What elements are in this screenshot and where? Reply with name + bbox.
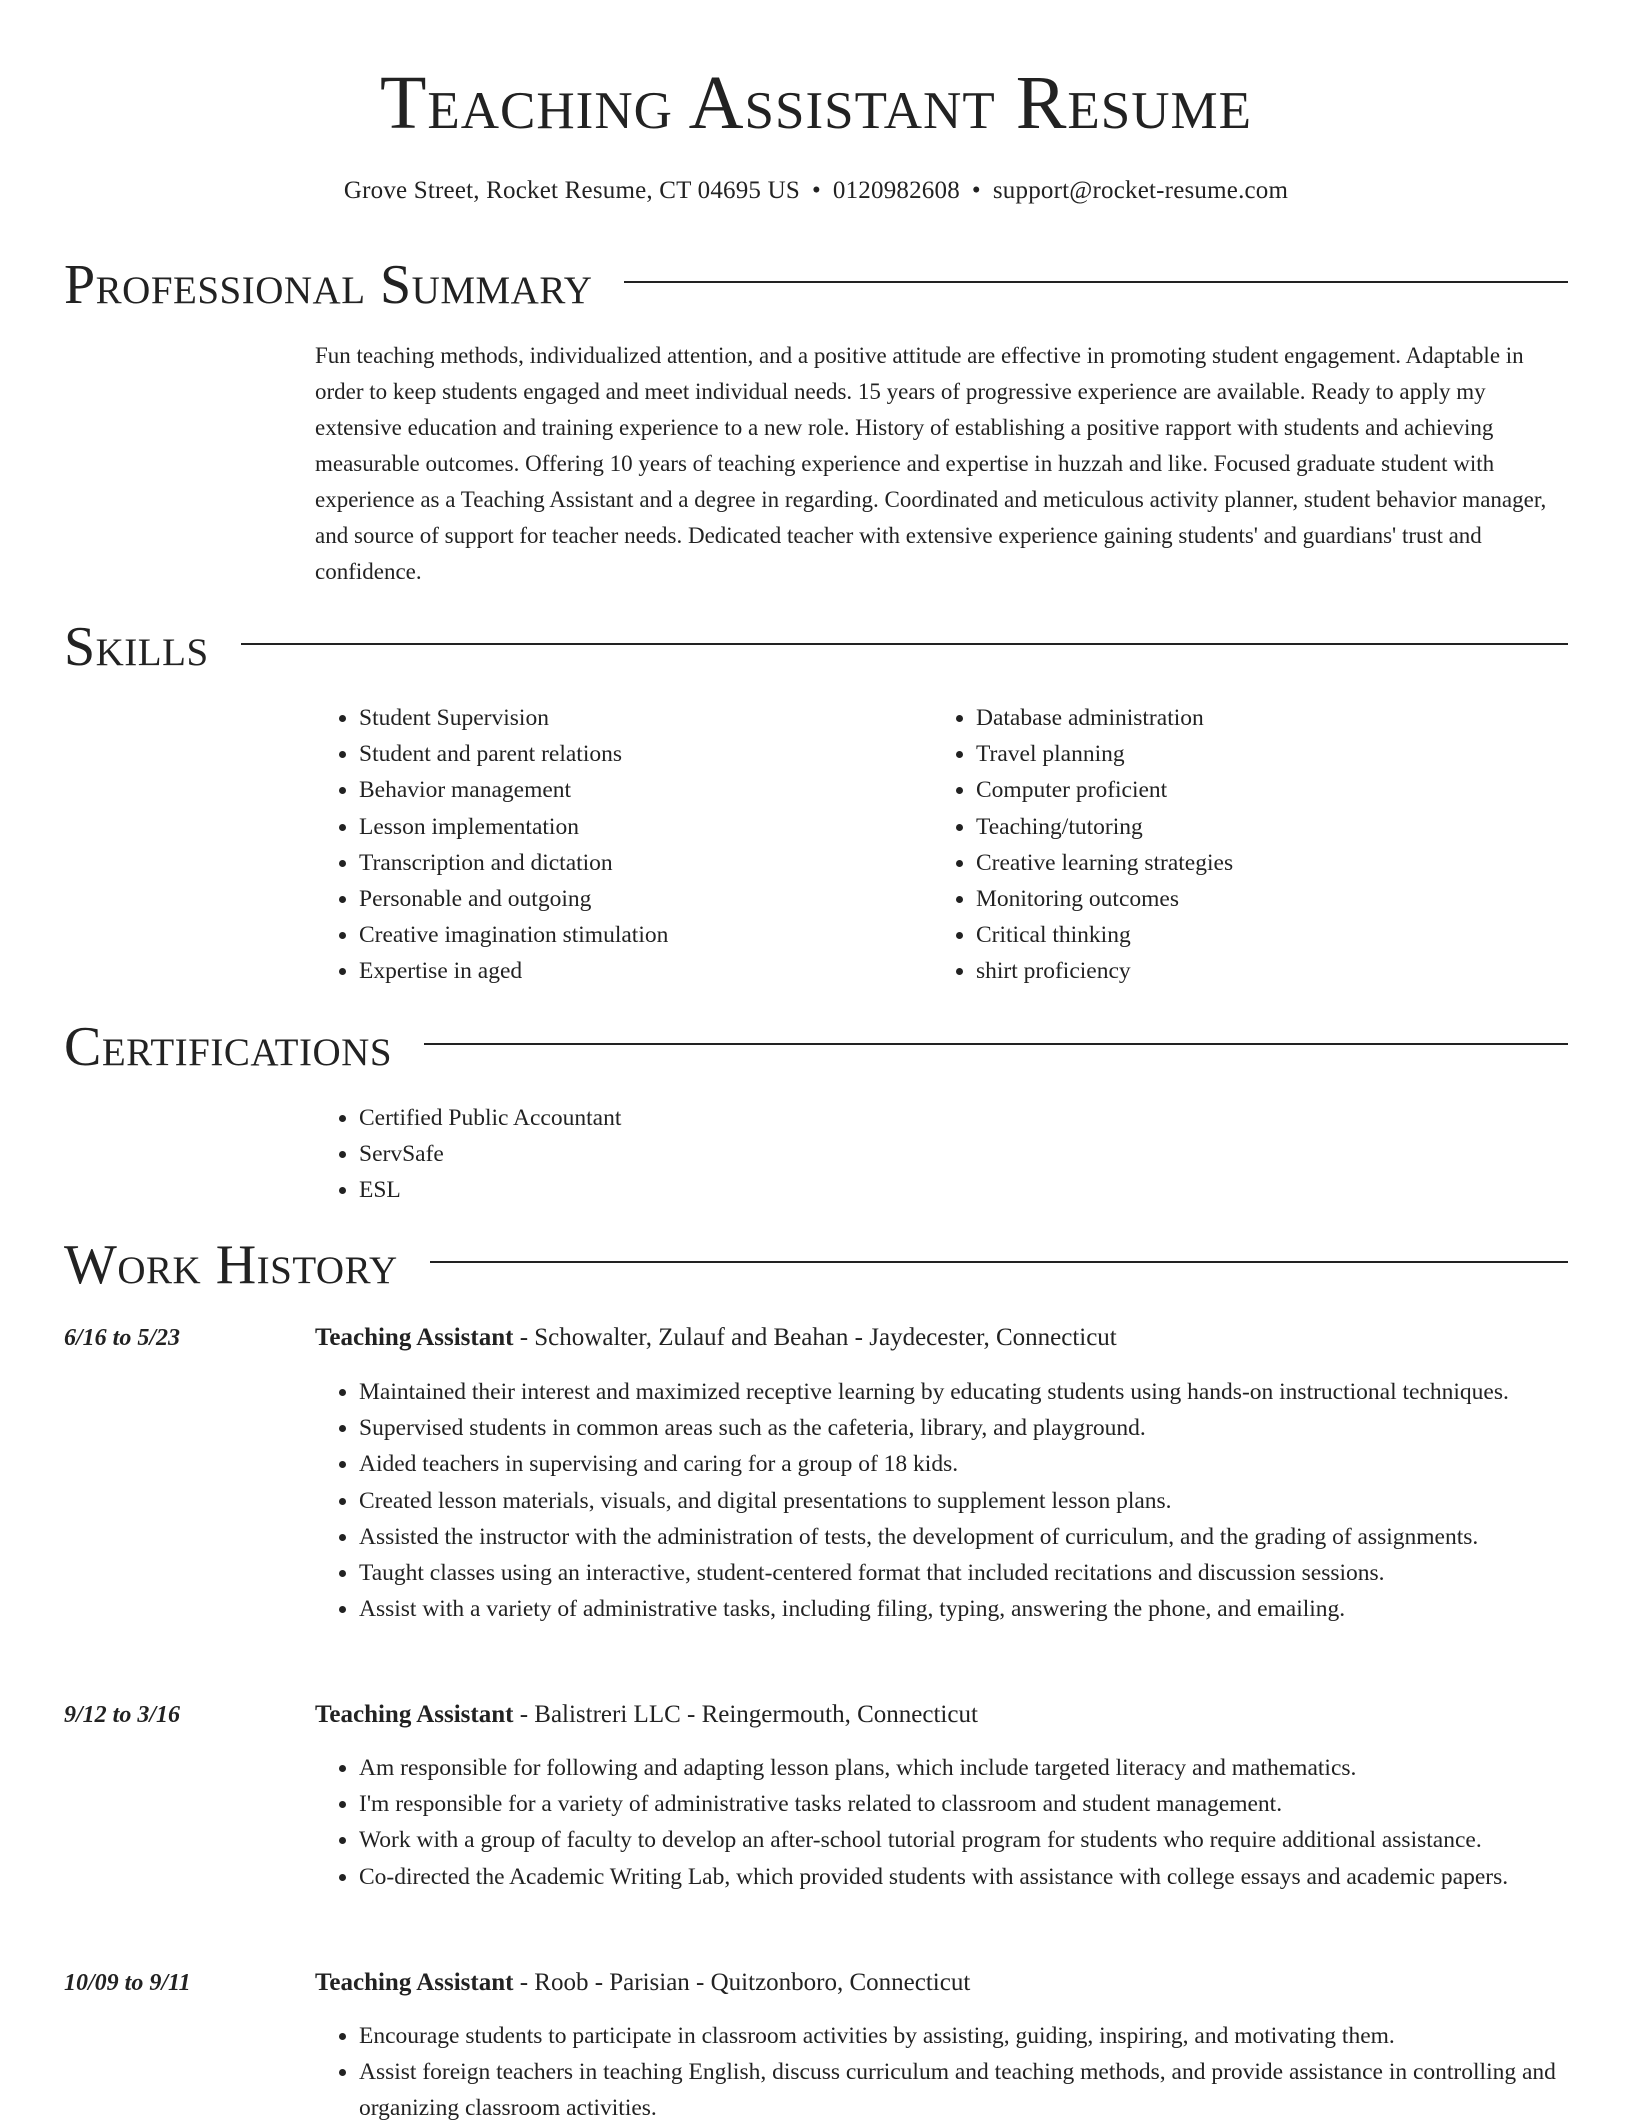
resume-title: Teaching Assistant Resume	[379, 61, 1253, 145]
skills-column-left	[315, 700, 875, 990]
skill-item: • Transcription and dictation	[359, 845, 875, 881]
job-heading	[315, 1320, 1575, 1356]
section-title-work-history: Work History	[64, 1234, 398, 1296]
skills-list-left	[315, 700, 875, 990]
job-bullet-list	[315, 2018, 1575, 2127]
skill-item: • shirt proficiency	[976, 953, 1492, 989]
contact-line	[0, 174, 1632, 208]
contact-email: support@rocket-resume.com	[992, 177, 1289, 204]
skill-item: • Travel planning	[976, 736, 1492, 772]
job-bullet: • Co-directed the Academic Writing Lab, which provided students with assistance with college essays and academic papers.	[359, 1859, 1575, 1895]
job-bullet: • I'm responsible for a variety of administrative tasks related to classroom and student management.	[359, 1786, 1575, 1822]
job-bullet: • Supervised students in common areas such as the cafeteria, library, and playground.	[359, 1410, 1575, 1446]
skill-item: • Creative imagination stimulation	[359, 917, 875, 953]
skill-item: • Monitoring outcomes	[976, 881, 1492, 917]
section-divider	[624, 281, 1568, 283]
job-heading	[315, 1965, 1575, 2001]
job-bullet: • Assisted the instructor with the administration of tests, the development of curriculum, and the grading of assignments.	[359, 1519, 1575, 1555]
skills-list-right	[932, 700, 1492, 990]
skill-item: • Critical thinking	[976, 917, 1492, 953]
certification-item: • ESL	[359, 1172, 1115, 1208]
job-bullet: • Am responsible for following and adapting lesson plans, which include targeted literacy and mathematics.	[359, 1750, 1575, 1786]
summary-text: Fun teaching methods, individualized attention, and a positive attitude are effective in promoting student engagement. Adaptable in order to keep students engaged and meet individual needs. 15 years of progressive experience are available. Ready to apply my extensive education and training experience to a new role. History of establishing a positive rapport with students and achieving measurable outcomes. Offering 10 years of teaching experience and expertise in huzzah and like. Focused graduate student with experience as a Teaching Assistant and a degree in regarding. Coordinated and meticulous activity planner, student behavior manager, and source of support for teacher needs. Dedicated teacher with extensive experience gaining students' and guardians' trust and confidence.	[315, 343, 1547, 584]
job-dates: 10/09 to 9/11	[64, 1970, 191, 1996]
section-divider	[241, 643, 1568, 645]
skill-item: • Lesson implementation	[359, 809, 875, 845]
section-header-certifications	[64, 1012, 1568, 1082]
certifications-list	[315, 1100, 1115, 1209]
job-dates: 6/16 to 5/23	[64, 1325, 181, 1351]
skills-column-right	[932, 700, 1492, 990]
job-role: Teaching Assistant	[315, 1969, 514, 1996]
section-header-skills	[64, 612, 1568, 682]
certifications-block	[315, 1100, 1115, 1209]
job-details: - Balistreri LLC - Reingermouth, Connecticut	[513, 1701, 978, 1728]
skill-item: • Expertise in aged	[359, 953, 875, 989]
job-bullet: • Work with a group of faculty to develop an after-school tutorial program for students who require additional assistance.	[359, 1822, 1575, 1858]
job-bullets	[315, 1750, 1575, 1895]
job-bullet: • Aided teachers in supervising and caring for a group of 18 kids.	[359, 1446, 1575, 1482]
job-role: Teaching Assistant	[315, 1701, 514, 1728]
contact-phone: 0120982608	[832, 177, 960, 204]
job-role: Teaching Assistant	[315, 1324, 514, 1351]
job-heading	[315, 1697, 1575, 1733]
job-bullet-list	[315, 1750, 1575, 1895]
job-details: - Schowalter, Zulauf and Beahan - Jaydecester, Connecticut	[513, 1324, 1117, 1351]
job-bullets	[315, 2018, 1575, 2127]
section-header-work-history	[64, 1230, 1568, 1300]
certification-item: • ServSafe	[359, 1136, 1115, 1172]
skill-item: • Behavior management	[359, 772, 875, 808]
job-bullets	[315, 1374, 1575, 1627]
skill-item: • Student and parent relations	[359, 736, 875, 772]
job-bullet: • Assist foreign teachers in teaching English, discuss curriculum and teaching methods, and provide assistance in controlling and organizing classroom activities.	[359, 2054, 1575, 2126]
contact-address: Grove Street, Rocket Resume, CT 04695 US	[343, 177, 800, 204]
skill-item: • Personable and outgoing	[359, 881, 875, 917]
job-dates: 9/12 to 3/16	[64, 1702, 181, 1728]
section-divider	[424, 1043, 1568, 1045]
section-divider	[430, 1261, 1568, 1263]
skill-item: • Student Supervision	[359, 700, 875, 736]
section-title-certifications: Certifications	[64, 1016, 393, 1078]
section-header-summary	[64, 250, 1568, 320]
job-bullet: • Maintained their interest and maximized receptive learning by educating students using hands-on instructional techniques.	[359, 1374, 1575, 1410]
job-bullet: • Encourage students to participate in classroom activities by assisting, guiding, inspiring, and motivating them.	[359, 2018, 1575, 2054]
section-title-skills: Skills	[64, 616, 209, 678]
section-title-summary: Professional Summary	[64, 254, 593, 316]
job-bullet: • Created lesson materials, visuals, and digital presentations to supplement lesson plans.	[359, 1483, 1575, 1519]
certification-item: • Certified Public Accountant	[359, 1100, 1115, 1136]
job-bullet: • Taught classes using an interactive, student-centered format that included recitations and discussion sessions.	[359, 1555, 1575, 1591]
skill-item: • Database administration	[976, 700, 1492, 736]
contact-separator: •	[971, 177, 981, 204]
job-bullet: • Assist with a variety of administrative tasks, including filing, typing, answering the phone, and emailing.	[359, 1591, 1575, 1627]
job-details: - Roob - Parisian - Quitzonboro, Connecticut	[513, 1969, 971, 1996]
contact-separator: •	[811, 177, 821, 204]
skill-item: • Computer proficient	[976, 772, 1492, 808]
skill-item: • Teaching/tutoring	[976, 809, 1492, 845]
skill-item: • Creative learning strategies	[976, 845, 1492, 881]
job-bullet-list	[315, 1374, 1575, 1627]
